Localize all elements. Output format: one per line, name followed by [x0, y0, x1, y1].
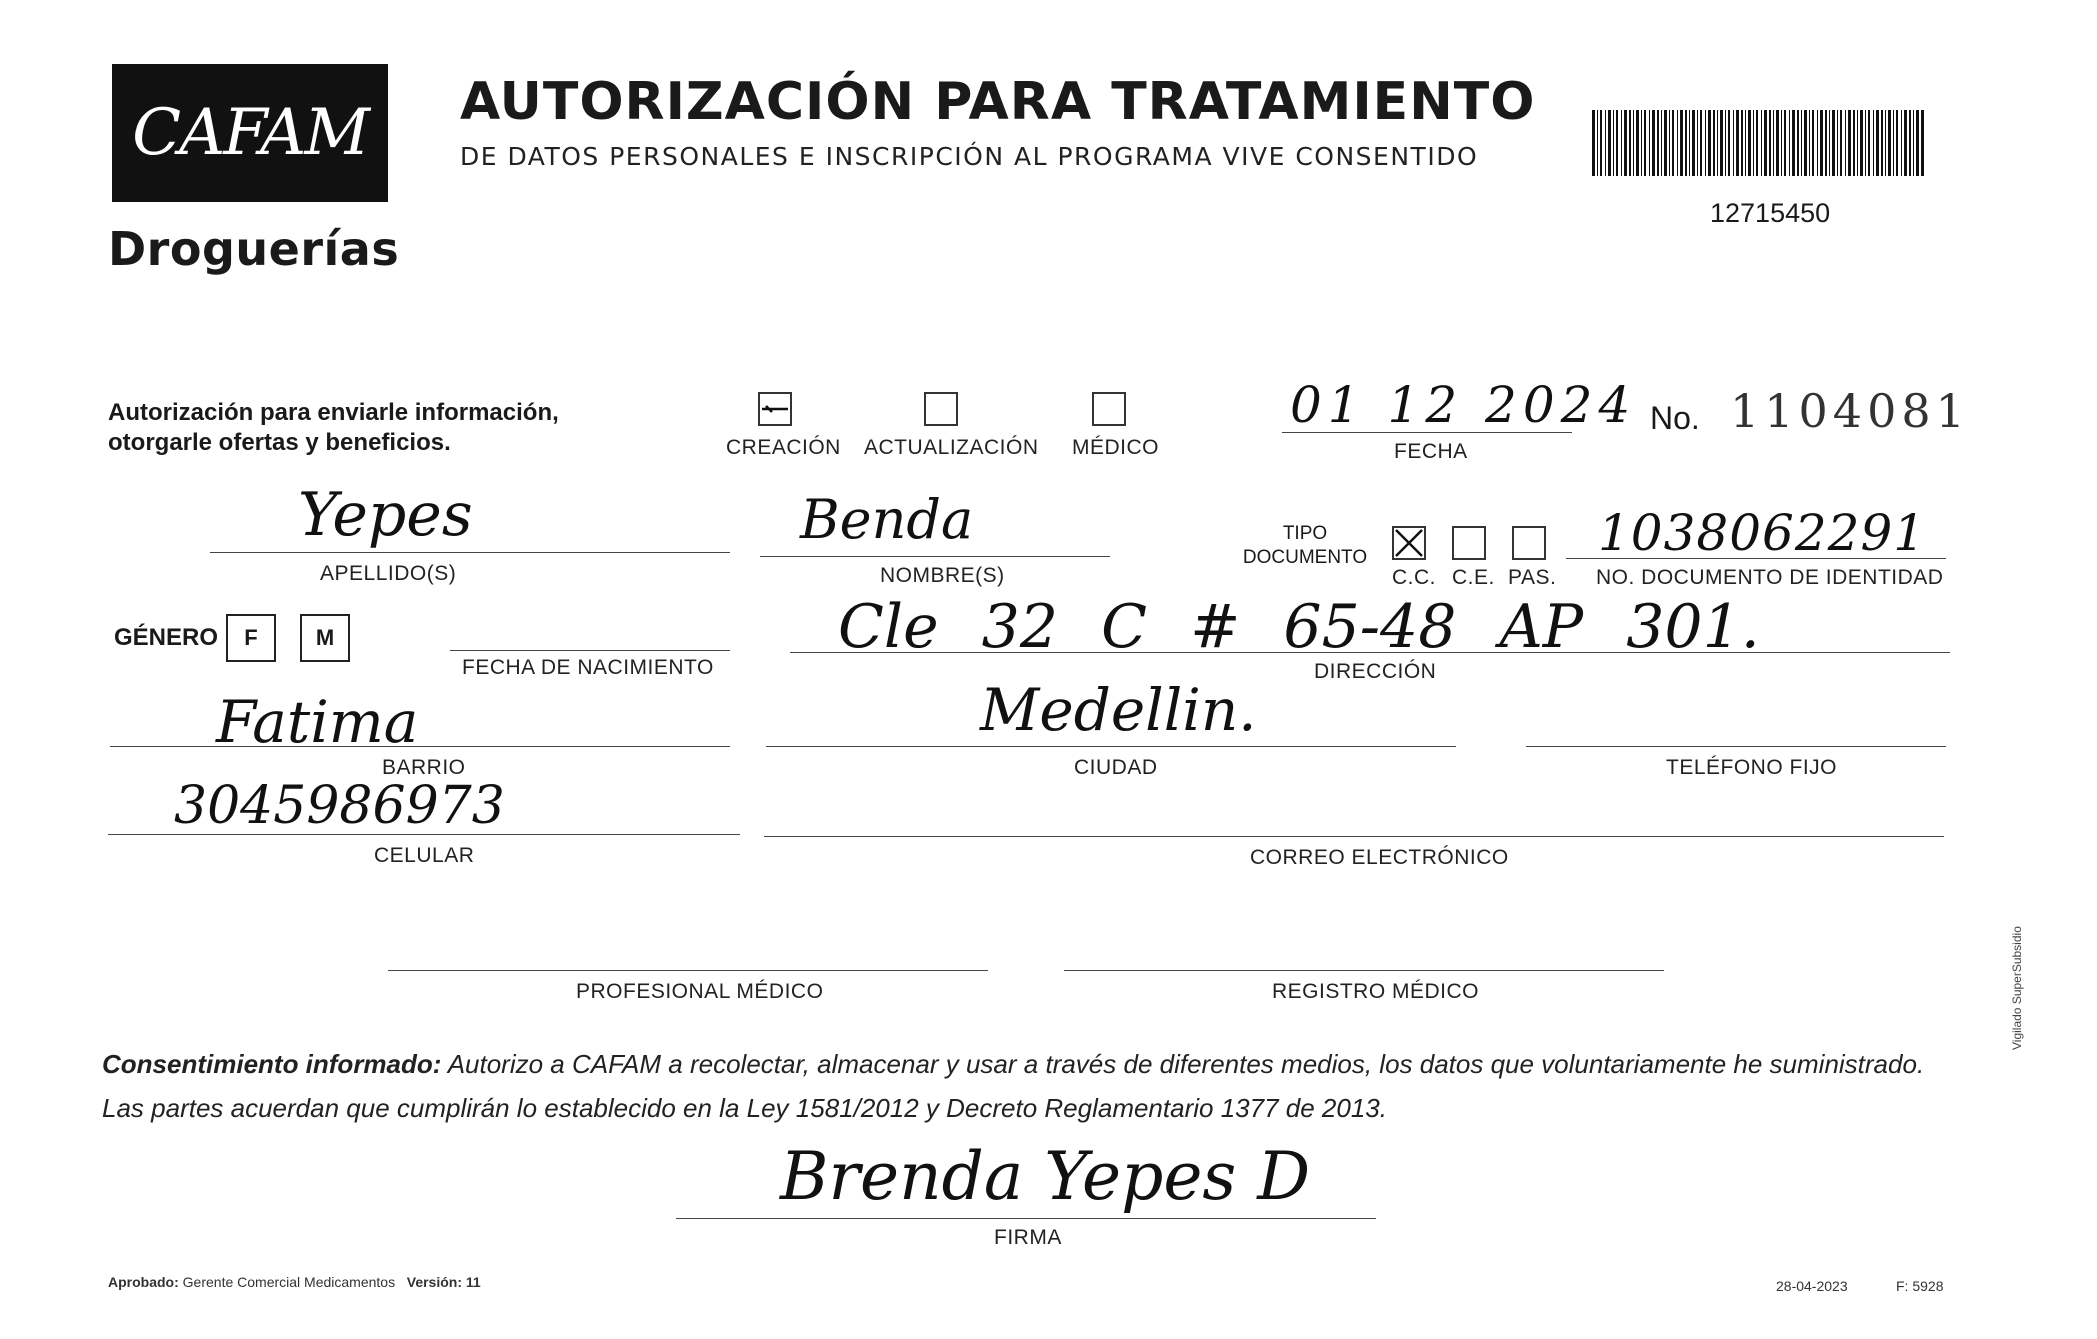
- genero-label: GÉNERO: [114, 624, 219, 651]
- authorization-text: [108, 398, 559, 458]
- nombres-value: Benda: [800, 488, 974, 551]
- check-mark-icon: [760, 394, 790, 424]
- ce-checkbox[interactable]: [1452, 526, 1486, 560]
- documento-line[interactable]: [1566, 558, 1946, 559]
- medico-label: MÉDICO: [1072, 436, 1159, 459]
- documento-value: 1038062291: [1598, 504, 1927, 562]
- celular-label: CELULAR: [374, 844, 475, 867]
- ce-label: C.E.: [1452, 566, 1495, 589]
- medico-checkbox[interactable]: [1092, 392, 1126, 426]
- telefono-label: TELÉFONO FIJO: [1666, 756, 1838, 779]
- tipo-label-line2: DOCUMENTO: [1242, 547, 1368, 568]
- profesional-label: PROFESIONAL MÉDICO: [576, 980, 824, 1003]
- documento-label: NO. DOCUMENTO DE IDENTIDAD: [1596, 566, 1944, 589]
- signature-line[interactable]: [676, 1218, 1376, 1219]
- cc-checkbox[interactable]: [1392, 526, 1426, 560]
- brand-subtitle: Droguerías: [108, 222, 400, 276]
- footer-code: F: 5928: [1896, 1278, 1944, 1294]
- consent-text: [102, 1042, 1962, 1130]
- apellidos-label: APELLIDO(S): [320, 562, 457, 585]
- cc-label: C.C.: [1392, 566, 1436, 589]
- form-number-value: 1104081: [1730, 384, 1970, 438]
- direccion-label: DIRECCIÓN: [1314, 660, 1437, 683]
- nombres-label: NOMBRE(S): [880, 564, 1005, 587]
- ciudad-value: Medellin.: [980, 676, 1257, 744]
- pas-checkbox[interactable]: [1512, 526, 1546, 560]
- consent-line2: Las partes acuerdan que cumplirán lo establecido en la Ley 1581/2012 y Decreto Reglamentario 1377 de 2013.: [102, 1093, 1387, 1123]
- genero-f-box[interactable]: F: [226, 614, 276, 662]
- form-number-label: No.: [1650, 400, 1700, 436]
- consent-line1: [102, 1042, 1962, 1086]
- direccion-value: Cle 32 C # 65-48 AP 301.: [838, 592, 1760, 662]
- vigilado-side-text: Vigilado SuperSubsidio: [2010, 926, 2024, 1050]
- genero-m-box[interactable]: M: [300, 614, 350, 662]
- tipo-label-line1: TIPO: [1282, 523, 1328, 544]
- x-mark-icon: [1394, 528, 1424, 558]
- registro-line[interactable]: [1064, 970, 1664, 971]
- authorization-text-line2: otorgarle ofertas y beneficios.: [108, 429, 451, 456]
- correo-line[interactable]: [764, 836, 1944, 837]
- nacimiento-label: FECHA DE NACIMIENTO: [462, 656, 714, 679]
- correo-label: CORREO ELECTRÓNICO: [1250, 846, 1509, 869]
- direccion-line[interactable]: [790, 652, 1950, 653]
- barrio-value: Fatima: [216, 688, 419, 756]
- celular-line[interactable]: [108, 834, 740, 835]
- barrio-line[interactable]: [110, 746, 730, 747]
- footer-approved: [108, 1274, 481, 1290]
- signature-value: Brenda Yepes D: [780, 1138, 1311, 1215]
- ciudad-label: CIUDAD: [1074, 756, 1158, 779]
- barcode-number: 12715450: [1710, 198, 1831, 228]
- apellidos-value: Yepes: [298, 480, 473, 550]
- apellidos-line[interactable]: [210, 552, 730, 553]
- consent-bold: Consentimiento informado:: [102, 1049, 442, 1079]
- actualizacion-checkbox[interactable]: [924, 392, 958, 426]
- profesional-line[interactable]: [388, 970, 988, 971]
- footer-version: Versión: 11: [406, 1274, 481, 1290]
- signature-label: FIRMA: [994, 1226, 1062, 1249]
- creacion-label: CREACIÓN: [726, 436, 841, 459]
- registro-label: REGISTRO MÉDICO: [1272, 980, 1480, 1003]
- celular-value: 3045986973: [174, 776, 505, 836]
- fecha-value: 01 12 2024: [1290, 376, 1637, 434]
- telefono-line[interactable]: [1526, 746, 1946, 747]
- nacimiento-line[interactable]: [450, 650, 730, 651]
- creacion-checkbox[interactable]: [758, 392, 792, 426]
- document-title: AUTORIZACIÓN PARA TRATAMIENTO: [460, 72, 1536, 132]
- authorization-text-line1: Autorización para enviarle información,: [108, 399, 559, 426]
- ciudad-line[interactable]: [766, 746, 1456, 747]
- document-subtitle: DE DATOS PERSONALES E INSCRIPCIÓN AL PROGRAMA VIVE CONSENTIDO: [460, 142, 1479, 171]
- barcode: [1592, 110, 1924, 176]
- fecha-label: FECHA: [1394, 440, 1468, 463]
- pas-label: PAS.: [1508, 566, 1557, 589]
- tipo-documento-label: [1240, 522, 1370, 570]
- barrio-label: BARRIO: [382, 756, 466, 779]
- cafam-logo: CAFAM: [112, 64, 388, 202]
- nombres-line[interactable]: [760, 556, 1110, 557]
- footer-date: 28-04-2023: [1776, 1278, 1848, 1294]
- consent-line1-text: Autorizo a CAFAM a recolectar, almacenar y usar a través de diferentes medios, los datos que voluntariamente he suministrado.: [441, 1049, 1925, 1079]
- actualizacion-label: ACTUALIZACIÓN: [864, 436, 1039, 459]
- footer-approved-label: Aprobado:: [108, 1274, 179, 1290]
- footer-approved-value: Gerente Comercial Medicamentos: [182, 1274, 396, 1290]
- fecha-line: [1282, 432, 1572, 433]
